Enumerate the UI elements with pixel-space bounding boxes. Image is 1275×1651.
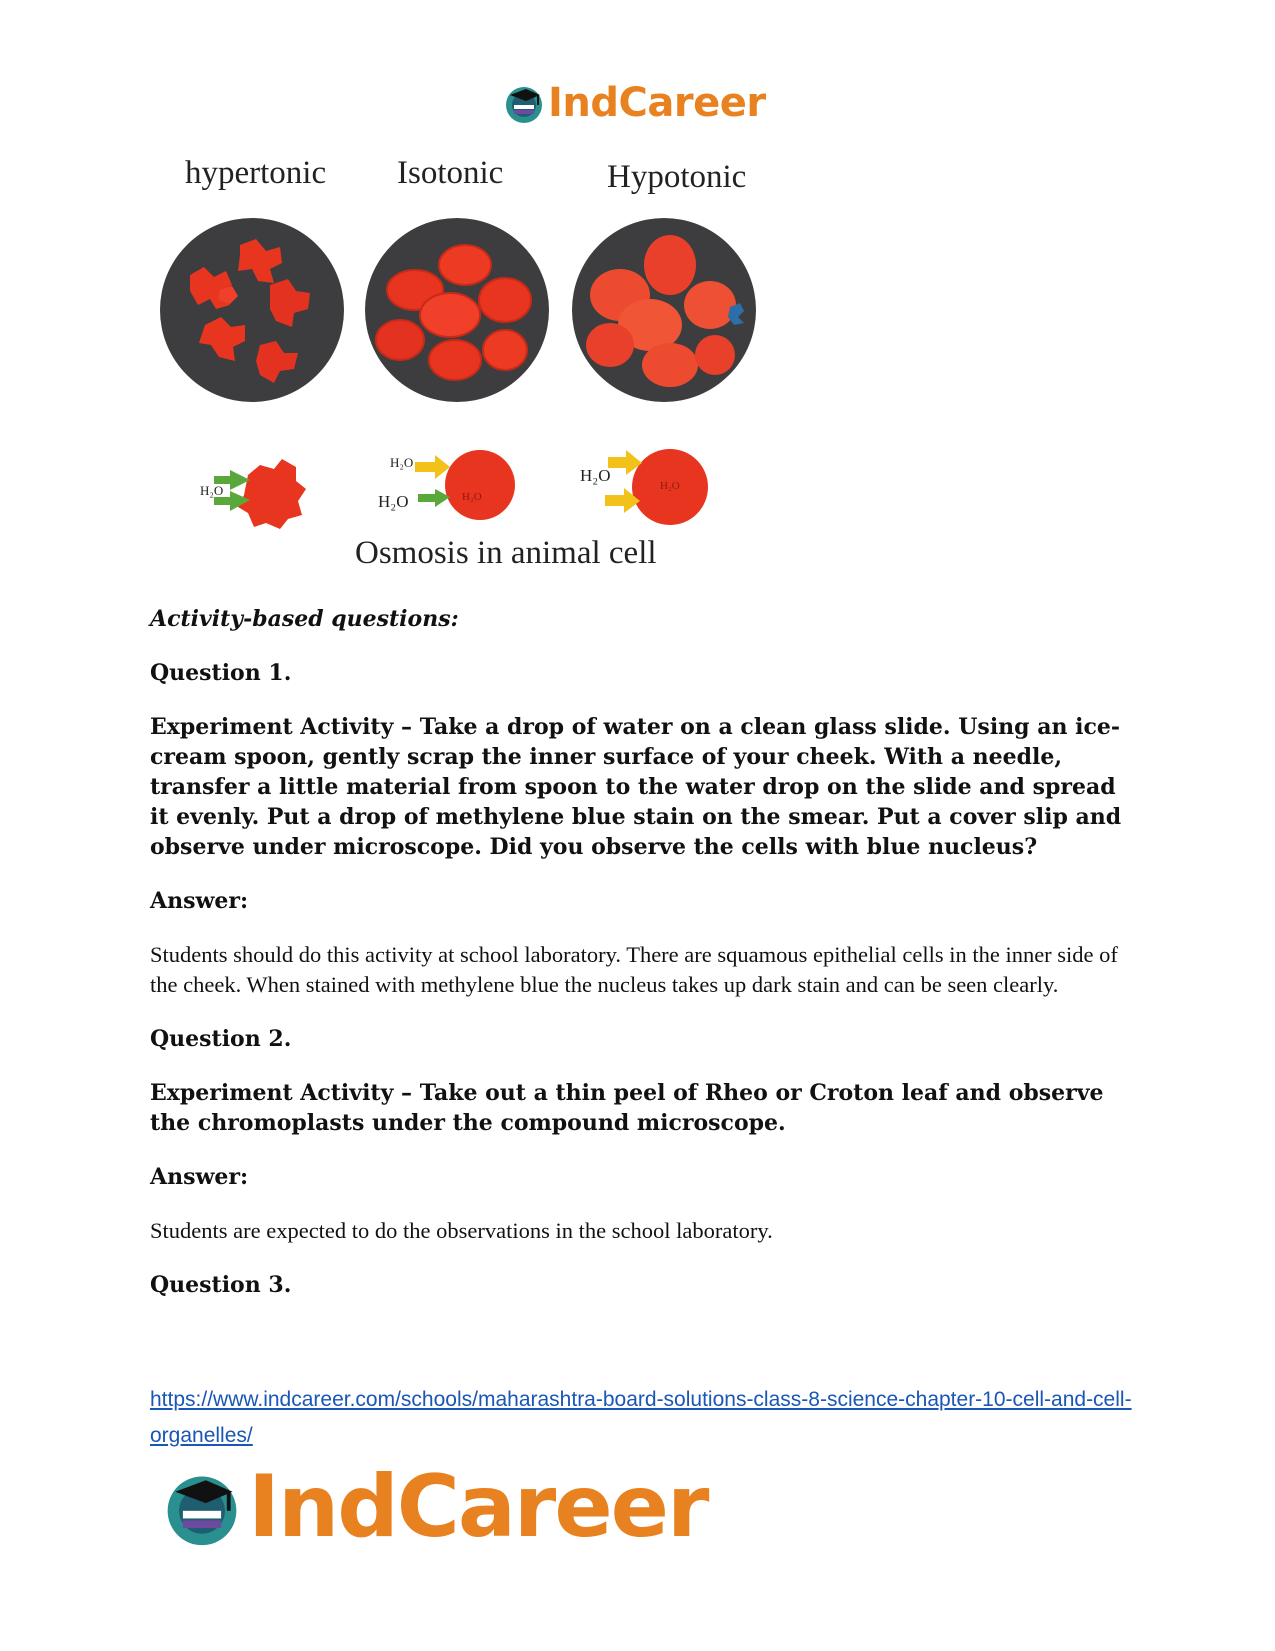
question-3-label: Question 3. xyxy=(150,1272,292,1298)
svg-text:H₂O: H₂O xyxy=(462,491,482,503)
svg-text:H₂O: H₂O xyxy=(580,466,611,485)
svg-text:H₂O: H₂O xyxy=(200,483,224,498)
hypertonic-cell xyxy=(200,459,306,529)
svg-text:H₂O: H₂O xyxy=(378,492,409,511)
graduation-cap-icon xyxy=(160,1465,244,1549)
question-1-text: Experiment Activity – Take a drop of water on a clean glass slide. Using an ice-cream spoon, gently scrap the inner surface of your cheek. With a needle, transfer a little material from spoon to the water drop on the slide and spread it evenly. Put a drop of methylene blue stain on the smear. Put a cover slip and observe under microscope. Did you observe the cells with blue nucleus? xyxy=(150,714,1122,860)
label-hypertonic: hypertonic xyxy=(185,155,327,191)
header-logo xyxy=(502,78,766,128)
hypotonic-cell xyxy=(580,449,708,525)
isotonic-dish xyxy=(365,218,549,402)
logo-text: IndCareer xyxy=(548,80,766,126)
question-1-label: Question 1. xyxy=(150,660,292,686)
question-2-text: Experiment Activity – Take out a thin peel of Rheo or Croton leaf and observe the chromoplasts under the compound microscope. xyxy=(150,1080,1104,1136)
section-heading: Activity-based questions: xyxy=(150,606,459,632)
logo-text: IndCareer xyxy=(248,1457,708,1557)
questions-section xyxy=(150,604,1130,1300)
answer-1-text: Students should do this activity at school laboratory. There are squamous epithelial cells in the inner side of the cheek. When stained with methylene blue the nucleus takes up dark stain and can be seen clearly. xyxy=(150,942,1118,997)
osmosis-figure xyxy=(150,155,810,575)
figure-caption: Osmosis in animal cell xyxy=(355,535,657,571)
answer-2-text: Students are expected to do the observations in the school laboratory. xyxy=(150,1218,773,1243)
label-hypotonic: Hypotonic xyxy=(607,159,747,195)
svg-text:H₂O: H₂O xyxy=(660,480,680,492)
answer-1-label: Answer: xyxy=(150,888,249,914)
source-link[interactable]: https://www.indcareer.com/schools/maharashtra-board-solutions-class-8-science-chapter-10-cell-and-cell-organelles/ xyxy=(150,1388,1132,1447)
cell-diagram xyxy=(150,195,810,555)
svg-text:H₂O: H₂O xyxy=(390,455,414,470)
answer-2-label: Answer: xyxy=(150,1164,249,1190)
hypotonic-dish xyxy=(572,218,756,402)
question-2-label: Question 2. xyxy=(150,1026,292,1052)
label-isotonic: Isotonic xyxy=(397,155,504,191)
hypertonic-dish xyxy=(160,218,344,402)
footer-logo xyxy=(160,1457,708,1557)
graduation-cap-icon xyxy=(502,81,546,125)
isotonic-cell xyxy=(378,450,515,520)
